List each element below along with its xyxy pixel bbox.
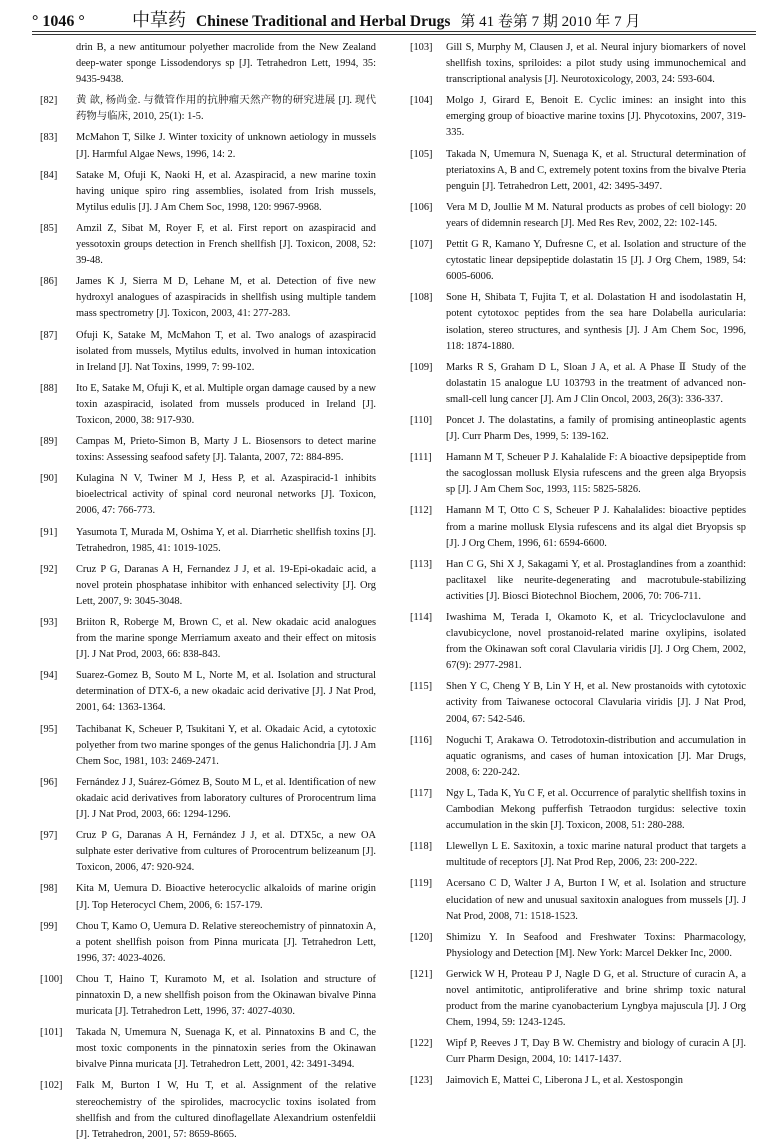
reference-number: [102] xyxy=(40,1080,63,1092)
reference-number: [91] xyxy=(40,526,58,538)
reference-number: [103] xyxy=(410,42,433,53)
reference-number: [106] xyxy=(410,201,433,213)
reference-text: Hamann M T, Otto C S, Scheuer P J. Kahalalides: bioactive peptides from a marine mollusk Elysia rufescens and its algal diet Bryopsis sp [J]. J Org Chem, 1996, 61: 6594-6600. xyxy=(446,505,746,549)
reference-number: [123] xyxy=(410,1075,433,1087)
reference-text: Kita M, Uemura D. Bioactive heterocyclic alkaloids of marine origin [J]. Top Heterocycl Chem, 2006, 6: 157-179. xyxy=(76,883,376,911)
reference-entry xyxy=(410,450,746,498)
reference-entry xyxy=(40,381,376,429)
reference-number: [98] xyxy=(40,883,58,895)
reference-entry xyxy=(410,610,746,674)
reference-number: [90] xyxy=(40,473,58,485)
reference-entry xyxy=(40,972,376,1020)
reference-text: Shen Y C, Cheng Y B, Lin Y H, et al. New prostanoids with cytotoxic activity from Taiwanese octocoral Clavularia viridis [J]. J Nat Prod, 2004, 67: 542-546. xyxy=(446,681,746,725)
reference-entry xyxy=(40,562,376,610)
header-rule-2 xyxy=(32,34,756,35)
reference-number: [117] xyxy=(410,787,433,799)
reference-number: [101] xyxy=(40,1027,63,1039)
reference-entry xyxy=(40,168,376,216)
reference-text: Gerwick W H, Proteau P J, Nagle D G, et al. Structure of curacin A, a novel antimitotic, antiproliferative and brine shrimp toxic natural product from the marine cyanobacterium Lyngbya majuscula [J]. J Org Chem, 1994, 59: 1243-1245. xyxy=(446,968,746,1029)
reference-text: Llewellyn L E. Saxitoxin, a toxic marine natural product that targets a multitude of receptors [J]. Nat Prod Rep, 2006, 23: 200-222. xyxy=(446,841,746,869)
reference-number: [112] xyxy=(410,505,433,517)
reference-text: Campas M, Prieto-Simon B, Marty J L. Biosensors to detect marine toxins: Assessing seafood safety [J]. Talanta, 2007, 72: 884-895. xyxy=(76,436,376,464)
reference-text: Cruz P G, Daranas A H, Fernandez J J, et al. 19-Epi-okadaic acid, a novel protein phosphatase inhibitor with enhanced selectivity [J]. Org Lett, 2007, 9: 3045-3048. xyxy=(76,563,376,607)
reference-entry xyxy=(40,775,376,823)
reference-text: Chou T, Haino T, Kuramoto M, et al. Isolation and structure of pinnatoxin D, a new shellfish poison from the Okinawan bivalve Pinna muricata [J]. Tetrahedron Lett, 1996, 37: 4027-4030. xyxy=(76,973,376,1018)
reference-number: [89] xyxy=(40,436,58,448)
reference-text: Gill S, Murphy M, Clausen J, et al. Neural injury biomarkers of novel shellfish toxins, spriloides: a pilot study using immunochemical and transcriptional analysis [J]. Neurotoxicology, 2003, 24: 593-604. xyxy=(446,42,746,86)
reference-number: [122] xyxy=(410,1038,433,1050)
reference-text: Hamann M T, Scheuer P J. Kahalalide F: A bioactive depsipeptide from the sacoglossan mollusk Elysia rufescens and the green alga Bryopsis sp [J]. J Am Chem Soc, 1993, 115: 5825-5826. xyxy=(446,452,746,496)
reference-text: Jaimovich E, Mattei C, Liberona J L, et al. Xestospongin xyxy=(446,1075,683,1087)
reference-text: Poncet J. The dolastatins, a family of promising antineoplastic agents [J]. Curr Pharm Des, 1999, 5: 139-162. xyxy=(446,414,746,443)
reference-entry xyxy=(410,786,746,834)
reference-number: [93] xyxy=(40,617,58,628)
header-rule xyxy=(32,31,756,32)
reference-entry xyxy=(410,1036,746,1068)
reference-entry xyxy=(410,360,746,408)
reference-number: [83] xyxy=(40,132,58,144)
reference-text: Shimizu Y. In Seafood and Freshwater Toxins: Pharmacology, Physiology and Detection [M]. New York: Marcel Dekker Inc, 2000. xyxy=(446,931,746,959)
reference-entry xyxy=(40,221,376,269)
reference-text: McMahon T, Silke J. Winter toxicity of unknown aetiology in mussels [J]. Harmful Algae News, 1996, 14: 2. xyxy=(76,132,376,160)
reference-number: [121] xyxy=(410,968,433,980)
reference-number: [100] xyxy=(40,973,63,985)
reference-entry xyxy=(40,1025,376,1073)
reference-entry xyxy=(40,828,376,876)
reference-number: [104] xyxy=(410,95,433,107)
reference-number: [107] xyxy=(410,239,433,251)
reference-number: [119] xyxy=(410,878,433,890)
reference-text: Kulagina N V, Twiner M J, Hess P, et al. Azaspiracid-1 inhibits bioelectrical activity of spinal cord neuronal networks [J]. Toxicon, 2006, 47: 766-773. xyxy=(76,473,376,517)
reference-text: Molgo J, Girard E, Benoit E. Cyclic imines: an insight into this emerging group of bioactive marine toxins [J]. Phycotoxins, 2007, 319-335. xyxy=(446,95,746,139)
reference-number: [120] xyxy=(410,931,433,943)
reference-entry xyxy=(410,290,746,354)
reference-number: [94] xyxy=(40,670,58,682)
reference-text: Ito E, Satake M, Ofuji K, et al. Multiple organ damage caused by a new toxin azaspiracid, isolated from mussels produced in Ireland [J]. Toxicon, 2000, 38: 917-930. xyxy=(76,382,376,426)
reference-entry xyxy=(40,919,376,967)
reference-text: Falk M, Burton I W, Hu T, et al. Assignment of the relative stereochemistry of the spirolides, macrocyclic toxins isolated from shellfish and from the cultured dinoflagellate Alexandrium ostenfeldii [J]. Tetrahedron, 2001, 57: 8659-8665. xyxy=(76,1080,376,1140)
reference-entry xyxy=(410,679,746,727)
reference-entry xyxy=(40,525,376,557)
reference-text: 黄 歆, 杨尚金. 与微管作用的抗肿瘤天然产物的研究进展 [J]. 现代药物与临床, 2010, 25(1): 1-5. xyxy=(76,95,376,123)
reference-text: Takada N, Umemura N, Suenaga K, et al. Pinnatoxins B and C, the most toxic components in the pinnatoxin series from the Okinawan bivalve Pinna muricata [J]. Tetrahedron Lett, 2001, 42: 3491-3494. xyxy=(76,1027,376,1071)
reference-entry xyxy=(40,668,376,716)
reference-text: Han C G, Shi X J, Sakagami Y, et al. Prostaglandines from a zoanthid: paclitaxel like neurite-degenerating and macrotubule-stabilizing activities [J]. Biosci Biotechnol Biochem, 2006, 70: 706-711. xyxy=(446,558,746,602)
reference-entry xyxy=(410,237,746,285)
journal-title-cn: 中草药 xyxy=(132,10,186,30)
reference-number: [110] xyxy=(410,414,433,426)
reference-entry xyxy=(40,471,376,519)
reference-text: Cruz P G, Daranas A H, Fernández J J, et al. DTX5c, a new OA sulphate ester derivative from cultures of Prorocentrum belizeanum [J]. Toxicon, 2006, 47: 920-924. xyxy=(76,830,376,874)
references-left-column xyxy=(40,40,376,1148)
reference-text: Briiton R, Roberge M, Brown C, et al. New okadaic acid analogues from the marine sponge Merriamum axeato and their effect on mitosis [J]. J Nat Prod, 2003, 66: 838-843. xyxy=(76,617,376,661)
reference-entry xyxy=(40,1078,376,1142)
reference-entry xyxy=(410,557,746,605)
reference-entry xyxy=(40,722,376,770)
reference-number: [114] xyxy=(410,612,433,623)
reference-number: [118] xyxy=(410,841,433,853)
reference-entry xyxy=(40,615,376,663)
reference-text: Fernández J J, Suárez-Gómez B, Souto M L, et al. Identification of new okadaic acid derivatives from laboratory cultures of Prorocentrum lima [J]. J Nat Prod, 2003, 66: 1294-1296. xyxy=(76,776,376,821)
reference-text: Noguchi T, Arakawa O. Tetrodotoxin-distribution and accumulation in aquatic ogranisms, and cases of human intoxication [J]. Mar Drugs, 2008, 6: 220-242. xyxy=(446,734,746,778)
reference-number: [85] xyxy=(40,222,58,234)
reference-entry xyxy=(410,413,746,445)
reference-entry xyxy=(410,930,746,962)
reference-text: Suarez-Gomez B, Souto M L, Norte M, et al. Isolation and structural determination of DTX-6, a new okadaic acid derivative [J]. J Nat Prod, 2001, 64: 1363-1364. xyxy=(76,670,376,714)
reference-number: [97] xyxy=(40,830,58,842)
reference-text: James K J, Sierra M D, Lehane M, et al. Detection of five new hydroxyl analogues of azaspiracids in shellfish using multiple tandem mass spectrometry [J]. Toxicon, 2003, 41: 277-283. xyxy=(76,276,376,320)
reference-entry xyxy=(410,839,746,871)
reference-text: Iwashima M, Terada I, Okamoto K, et al. Tricycloclavulone and clavubicyclone, novel prostanoid-related marine oxylipins, isolated from the Okinawan soft coral Clavularia viridis [J]. J Org Chem, 2002, 67(9): 2977-2981. xyxy=(446,612,746,672)
reference-entry xyxy=(410,876,746,924)
reference-entry xyxy=(410,1073,746,1089)
page-number: ° 1046 ° xyxy=(32,13,85,30)
reference-text: Ofuji K, Satake M, McMahon T, et al. Two analogs of azaspiracid isolated from mussels, Mytilus edults, involved in human intoxication in Ireland [J]. Nat Toxins, 1999, 7: 99-102. xyxy=(76,329,376,373)
reference-entry xyxy=(410,147,746,195)
reference-number: [95] xyxy=(40,723,58,735)
reference-entry xyxy=(40,328,376,376)
reference-number: [109] xyxy=(410,361,433,373)
reference-number: [111] xyxy=(410,452,432,464)
reference-entry xyxy=(40,130,376,162)
reference-entry xyxy=(410,93,746,141)
reference-text: Chou T, Kamo O, Uemura D. Relative stereochemistry of pinnatoxin A, a potent shellfish poison from Pinna muricata [J]. Tetrahedron Lett, 1996, 37: 4023-4026. xyxy=(76,920,376,964)
reference-text: Takada N, Umemura N, Suenaga K, et al. Structural determination of pteriatoxins A, B and C, extremely potent toxins from the bivalve Pteria penguin [J]. Tetrahedron Lett, 2001, 42: 3495-3497. xyxy=(446,148,746,192)
reference-entry xyxy=(410,733,746,781)
reference-text: Amzil Z, Sibat M, Royer F, et al. First report on azaspiracid and yessotoxin groups detection in French shellfish [J]. Toxicon, 2008, 52: 39-48. xyxy=(76,222,376,267)
reference-number: [88] xyxy=(40,382,58,394)
reference-entry xyxy=(410,503,746,551)
reference-text: Satake M, Ofuji K, Naoki H, et al. Azaspiracid, a new marine toxin having unique spiro ring assemblies, isolated from Irish mussels, Mytilus edulis [J]. J Am Chem Soc, 1998, 120: 9967-9968. xyxy=(76,169,376,213)
reference-text: Acersano C D, Walter J A, Burton I W, et al. Isolation and structure elucidation of new and unusual saxitoxin analogues from mussels [J]. J Nat Prod, 2008, 71: 1518-1523. xyxy=(446,878,746,922)
reference-text: Ngy L, Tada K, Yu C F, et al. Occurrence of paralytic shellfish toxins in Cambodian Mekong pufferfish Tetraodon turgidus: selective toxin accumulation in the skin [J]. Toxicon, 2008, 51: 280-288. xyxy=(446,787,746,832)
page-header xyxy=(32,6,756,32)
reference-text: Vera M D, Joullie M M. Natural products as probes of cell biology: 20 years of didemnin research [J]. Med Res Rev, 2002, 22: 102-145. xyxy=(446,201,746,229)
reference-number: [115] xyxy=(410,681,433,693)
reference-entry xyxy=(410,40,746,88)
journal-issue: 第 41 卷第 7 期 2010 年 7 月 xyxy=(460,14,641,30)
reference-number: [84] xyxy=(40,169,58,181)
reference-entry xyxy=(410,967,746,1031)
reference-entry xyxy=(40,93,376,125)
reference-number: [82] xyxy=(40,95,58,107)
reference-number: [92] xyxy=(40,563,58,575)
reference-text: Yasumota T, Murada M, Oshima Y, et al. Diarrhetic shellfish toxins [J]. Tetrahedron, 1985, 41: 1019-1025. xyxy=(76,526,376,554)
reference-entry xyxy=(410,200,746,232)
reference-text: drin B, a new antitumour polyether macrolide from the New Zealand deep-water sponge Lissodendorys sp [J]. Tetrahedron Lett, 1994, 35: 9435-9438. xyxy=(76,42,376,86)
reference-number: [86] xyxy=(40,276,58,288)
reference-text: Wipf P, Reeves J T, Day B W. Chemistry and biology of curacin A [J]. Curr Pharm Design, 2004, 10: 1417-1437. xyxy=(446,1038,746,1066)
reference-number: [116] xyxy=(410,734,433,746)
reference-entry xyxy=(40,434,376,466)
references-right-column xyxy=(410,40,746,1095)
reference-text: Sone H, Shibata T, Fujita T, et al. Dolastation H and isodolastatin H, potent cytotoxoc peptides from the sea hare Dolabella auricularia: isolation, stereo structures, and synthesis [J]. J Am Chem Soc, 1996, 118: 1874-1880. xyxy=(446,292,746,352)
reference-entry xyxy=(40,40,376,88)
reference-text: Marks R S, Graham D L, Sloan J A, et al. A Phase Ⅱ Study of the dolastatin 15 analogue LU 103793 in the treatment of advanced non-small-cell lung cancer [J]. Am J Clin Oncol, 2003, 26(3): 336-337. xyxy=(446,361,746,405)
reference-text: Tachibanat K, Scheuer P, Tsukitani Y, et al. Okadaic Acid, a cytotoxic polyether from two marine sponges of the genus Halichondria [J]. J Am Chem Soc, 1981, 103: 2469-2471. xyxy=(76,723,376,767)
reference-entry xyxy=(40,274,376,322)
reference-entry xyxy=(40,881,376,913)
reference-number: [99] xyxy=(40,920,58,932)
reference-number: [96] xyxy=(40,776,58,788)
reference-number: [87] xyxy=(40,329,58,341)
reference-text: Pettit G R, Kamano Y, Dufresne C, et al. Isolation and structure of the cytostatic linear depsipeptide dolastatin 15 [J]. J Org Chem, 1989, 54: 6005-6006. xyxy=(446,239,746,283)
reference-number: [108] xyxy=(410,292,433,304)
journal-title-en: Chinese Traditional and Herbal Drugs xyxy=(196,13,451,30)
reference-number: [113] xyxy=(410,558,433,570)
reference-number: [105] xyxy=(410,148,433,160)
